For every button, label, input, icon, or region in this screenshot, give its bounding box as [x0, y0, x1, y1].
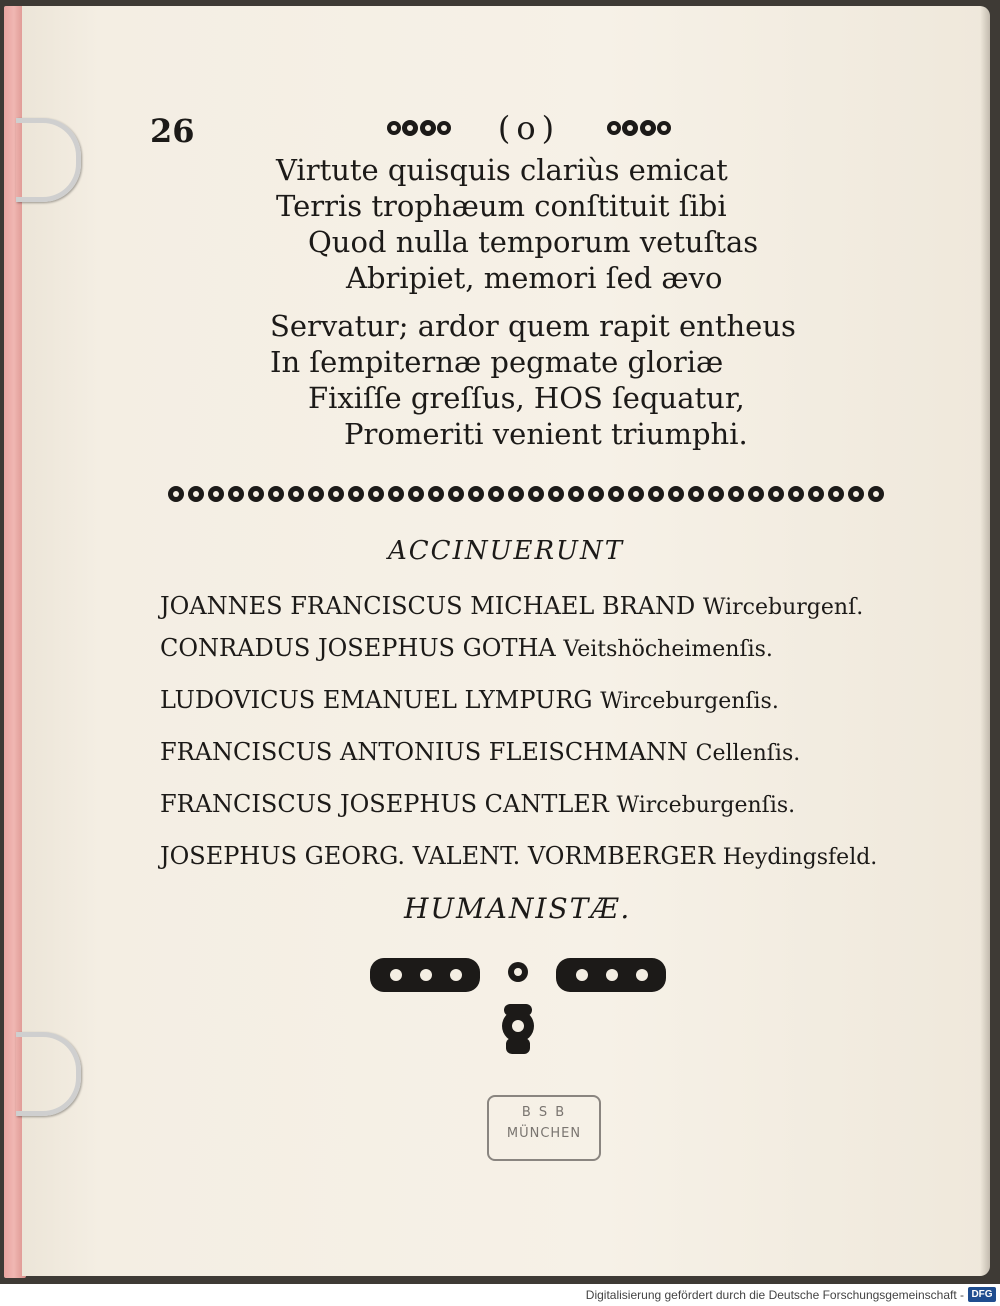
rule-flower-center: [833, 491, 839, 497]
rule-flower-center: [533, 491, 539, 497]
section-heading: ACCINUERUNT: [388, 536, 625, 566]
footer-heading: HUMANISTÆ.: [404, 892, 632, 925]
rule-flower-center: [393, 491, 399, 497]
floral-ornament-icon: [366, 946, 672, 1066]
flower-ornament-icon: [384, 111, 454, 145]
rule-flower-center: [453, 491, 459, 497]
rule-flower-center: [193, 491, 199, 497]
rule-flower-center: [693, 491, 699, 497]
rule-flower-center: [633, 491, 639, 497]
name-entry: [160, 740, 800, 765]
rule-flower-center: [493, 491, 499, 497]
flower-ornament-icon: [604, 111, 674, 145]
person-name: JOSEPHUS GEORG. VALENT. VORMBERGER: [160, 842, 716, 870]
header-ornament: [384, 108, 674, 148]
rule-flower-center: [593, 491, 599, 497]
place-name: Wirceburgenſis.: [616, 793, 796, 818]
section-marker: (o): [497, 109, 561, 147]
rule-flower-center: [553, 491, 559, 497]
poem-line: Terris trophæum conſtituit ſibi: [276, 189, 727, 223]
stamp-line: B S B: [521, 1105, 567, 1120]
rule-flower-center: [873, 491, 879, 497]
name-entry: [160, 636, 773, 661]
clip-icon: [16, 1032, 81, 1116]
name-entry: [160, 844, 877, 869]
rule-flower-center: [433, 491, 439, 497]
poem-line: Servatur; ardor quem rapit entheus: [270, 309, 796, 343]
rule-flower-center: [613, 491, 619, 497]
rule-flower-center: [213, 491, 219, 497]
rule-flower-center: [293, 491, 299, 497]
person-name: CONRADUS JOSEPHUS GOTHA: [160, 634, 556, 662]
page-shadow: [980, 6, 990, 1276]
place-name: Wirceburgenſis.: [600, 689, 779, 714]
place-name: Cellenſis.: [695, 741, 801, 766]
place-name: Heydingsfeld.: [722, 845, 878, 870]
rule-flower-center: [353, 491, 359, 497]
rule-flower-center: [773, 491, 779, 497]
rule-flower-center: [713, 491, 719, 497]
place-name: Veitshöcheimenſis.: [563, 637, 773, 662]
person-name: JOANNES FRANCISCUS MICHAEL BRAND: [160, 592, 696, 620]
poem-line: In ſempiternæ pegmate gloriæ: [270, 345, 724, 379]
name-entry: [160, 792, 795, 817]
name-entry: [160, 594, 863, 619]
poem-line: Virtute quisquis clariùs emicat: [276, 153, 728, 187]
rule-flower-center: [573, 491, 579, 497]
rule-flower-center: [473, 491, 479, 497]
rule-flower-center: [513, 491, 519, 497]
rule-flower-center: [733, 491, 739, 497]
dfg-logo: DFG: [968, 1287, 996, 1302]
rule-flower-center: [673, 491, 679, 497]
poem-line: Fixiſſe greſſus, HOS ſequatur,: [308, 381, 745, 415]
rule-flower-center: [813, 491, 819, 497]
rule-flower-center: [273, 491, 279, 497]
rule-flower-center: [413, 491, 419, 497]
rule-flower-center: [653, 491, 659, 497]
rule-flower-center: [793, 491, 799, 497]
rule-flower-center: [253, 491, 259, 497]
library-stamp: [487, 1095, 601, 1161]
person-name: LUDOVICUS EMANUEL LYMPURG: [160, 686, 593, 714]
rule-flower-center: [173, 491, 179, 497]
rule-flower-center: [233, 491, 239, 497]
rule-flower-center: [313, 491, 319, 497]
ornamental-rule: [166, 480, 886, 508]
poem-line: Promeriti venient triumphi.: [344, 417, 748, 451]
page-number: 26: [150, 112, 195, 150]
name-entry: [160, 688, 779, 713]
rule-flower-center: [753, 491, 759, 497]
rule-flower-center: [333, 491, 339, 497]
rule-flower-center: [373, 491, 379, 497]
clip-icon: [16, 118, 81, 202]
footer-bar: [0, 1284, 1000, 1306]
place-name: Wirceburgenſ.: [702, 595, 864, 620]
person-name: FRANCISCUS JOSEPHUS CANTLER: [160, 790, 609, 818]
stamp-line: MÜNCHEN: [506, 1126, 582, 1141]
rule-flower-center: [853, 491, 859, 497]
dfg-credit: Digitalisierung gefördert durch die Deutsche Forschungsgemeinschaft -: [585, 1288, 964, 1302]
person-name: FRANCISCUS ANTONIUS FLEISCHMANN: [160, 738, 689, 766]
poem-line: Quod nulla temporum vetuſtas: [308, 225, 759, 259]
poem-line: Abripiet, memori ſed ævo: [346, 261, 723, 295]
